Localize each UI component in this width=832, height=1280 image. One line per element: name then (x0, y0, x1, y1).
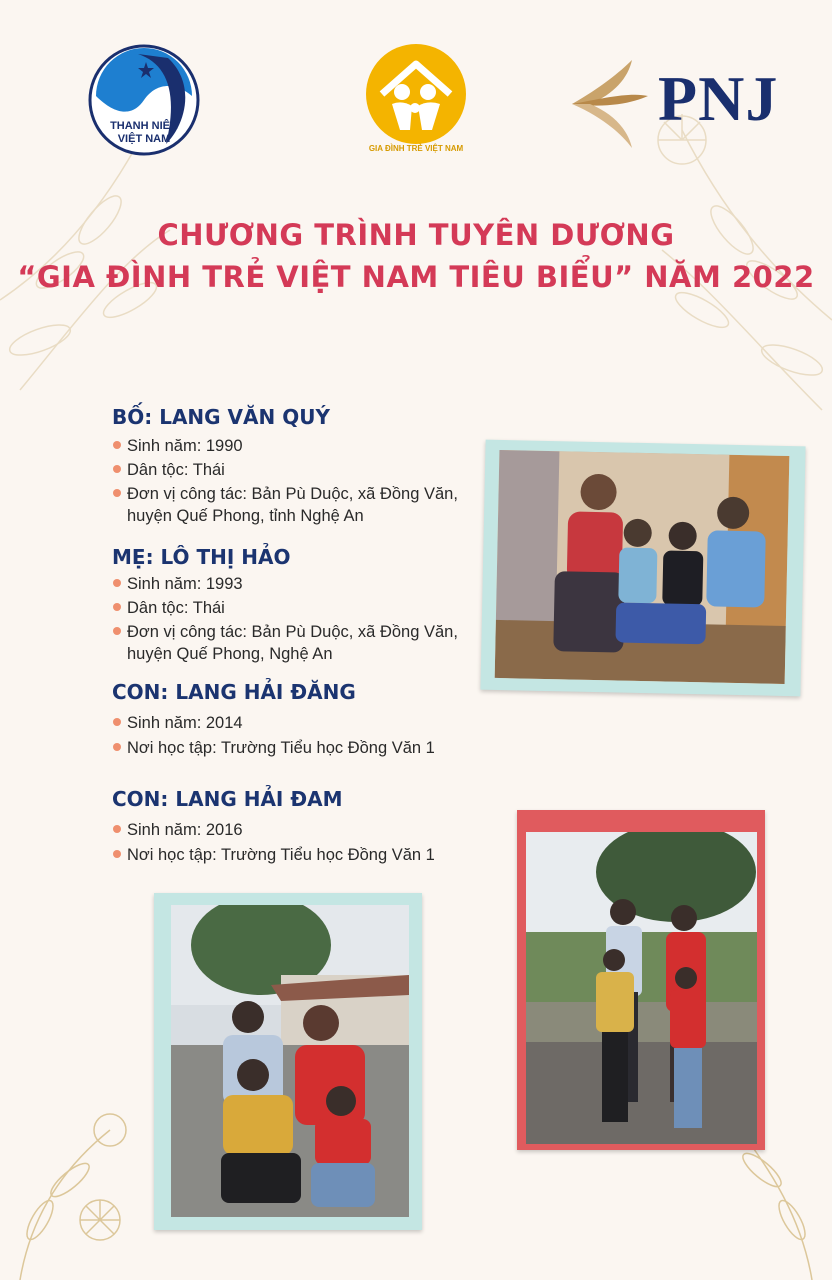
title-line2: “GIA ĐÌNH TRẺ VIỆT NAM TIÊU BIỂU” NĂM 2022 (17, 260, 815, 294)
list-item: Sinh năm: 1993 (113, 573, 243, 595)
family-program-logo-caption: GIA ĐÌNH TRẺ VIỆT NAM (368, 144, 464, 153)
bullet-dot (113, 603, 121, 611)
list-item: Đơn vị công tác: Bản Pù Duộc, xã Đồng Văn, huyện Quế Phong, tỉnh Nghệ An (113, 483, 458, 527)
youth-union-logo-line1: THANH NIÊN (110, 120, 178, 132)
floral-decoration-bottom-left (0, 1020, 160, 1280)
bullet-dot (113, 579, 121, 587)
title-line1: CHƯƠNG TRÌNH TUYÊN DƯƠNG (157, 218, 675, 252)
family-photo-frame-indoor (480, 440, 805, 697)
family-photo-outdoor-sitting (171, 905, 409, 1217)
list-item: Nơi học tập: Trường Tiểu học Đồng Văn 1 (113, 737, 435, 759)
pnj-logo-text: PNJ (658, 63, 779, 134)
bullet-dot (113, 627, 121, 635)
family-photo-frame-outdoor-red (517, 810, 765, 1150)
bullet-dot (113, 465, 121, 473)
member-heading-son-2: CON: LANG HẢI ĐAM (112, 787, 343, 811)
bullet-dot (113, 850, 121, 858)
family-photo-indoor (495, 450, 790, 684)
youth-union-logo (88, 44, 200, 156)
family-photo-frame-outdoor-teal (154, 893, 422, 1230)
member-heading-father: BỐ: LANG VĂN QUÝ (112, 405, 330, 429)
list-item: Dân tộc: Thái (113, 597, 225, 619)
youth-union-logo-line2: VIỆT NAM (117, 133, 171, 145)
list-item: Đơn vị công tác: Bản Pù Duộc, xã Đồng Văn, huyện Quế Phong, Nghệ An (113, 621, 458, 665)
bullet-dot (113, 825, 121, 833)
member-heading-son-1: CON: LANG HẢI ĐĂNG (112, 680, 356, 704)
list-item: Nơi học tập: Trường Tiểu học Đồng Văn 1 (113, 844, 435, 866)
list-item: Sinh năm: 2016 (113, 819, 243, 841)
list-item: Sinh năm: 1990 (113, 435, 243, 457)
pnj-logo (570, 58, 790, 150)
list-item: Sinh năm: 2014 (113, 712, 243, 734)
family-photo-outdoor-standing (526, 832, 757, 1144)
bullet-dot (113, 718, 121, 726)
bullet-dot (113, 441, 121, 449)
member-heading-mother: MẸ: LÔ THỊ HẢO (112, 545, 291, 569)
list-item: Dân tộc: Thái (113, 459, 225, 481)
bullet-dot (113, 743, 121, 751)
bullet-dot (113, 489, 121, 497)
family-program-logo (360, 44, 472, 164)
